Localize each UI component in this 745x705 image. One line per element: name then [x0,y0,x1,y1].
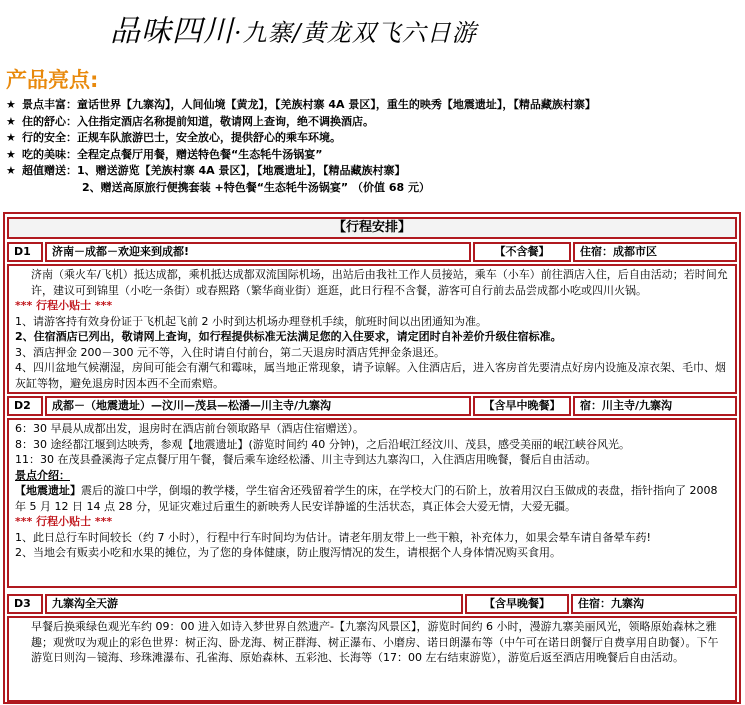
itinerary-table [3,212,741,704]
tip-item: 3、酒店押金 200－300 元不等，入住时请自付前台，第二天退房时酒店凭押金条退还。 [15,345,445,359]
intro-text: 【地震遗址】震后的漩口中学，倒塌的教学楼，学生宿舍还残留着学生的床，在学校大门的石阶上，放着用汉白玉做成的表盘，指针指向了 2008 年 5 月 12 日 14 点 28 分，见证灾难过后重生的新映秀人民安详静谧的生活状态，真正体会大爱无情，大爱无疆。 [15,484,718,513]
star-icon: ★ [6,147,16,161]
tip-item: 1、此日总行车时间较长（约 7 小时），行程中行车时间均为估计。请老年朋友带上一些干粮，补充体力，如果会晕车请自备晕车药! [15,530,651,544]
day-detail [7,264,737,394]
tips-label: *** 行程小贴士 *** [15,515,113,528]
day-label: D2 [7,396,43,416]
highlight-item: ★ 住的舒心：入住指定酒店名称提前知道，敬请网上查询，绝不调换酒店。 [6,114,596,131]
star-icon: ★ [6,164,16,177]
highlight-item: ★ 超值赠送：1、赠送游览【羌族村寨 4A 景区】，【地震遗址】，【精品藏族村寨】 [6,163,596,180]
day-label: D3 [7,594,43,614]
day-header-row [7,242,737,262]
tips-label: *** 行程小贴士 *** [15,299,113,312]
day-meal: 【含早晚餐】 [465,594,569,614]
highlights-list [6,97,596,196]
day-label: D1 [7,242,43,262]
day-description: 济南（乘火车/飞机）抵达成都，乘机抵达成都双流国际机场，出站后由我社工作人员接站，乘车（小车）前往酒店入住，后自由活动；若时间允许，建议可到锦里（小吃一条街）或春熙路（繁华商业街）逛逛，此日行程不含餐，游客可自行前去品尝成都小吃或四川火锅。 [31,268,728,297]
schedule-item: 8：30 途经都江堰到达映秀，参观【地震遗址】(游览时间约 40 分钟)，之后沿岷江经汶川、茂县，感受美丽的岷江峡谷风光。 [15,437,631,451]
day-description: 早餐后换乘绿色观光车约 09：00 进入如诗入梦世界自然遗产-【九寨沟风景区】，游览时间约 6 小时，漫游九寨美丽风光，领略原始森林之雅趣；观赏叹为观止的彩色世界：树正沟、卧龙海、树正群海、树正瀑布、小磨房、诺日朗瀑布等（中午可在诺日朗餐厅自费享用自助餐）。下午游览日则沟－镜海、珍珠滩瀑布、孔雀海、原始森林、五彩池、长海等（17：00 左右结束游览），游览后返至酒店用晚餐后自由活动。 [31,620,719,664]
highlight-item: ★ 景点丰富：童话世界【九寨沟】，人间仙境【黄龙】，【羌族村寨 4A 景区】，重生的映秀【地震遗址】，【精品藏族村寨】 [6,97,596,114]
itinerary-heading: 【行程安排】 [7,217,737,239]
schedule-item: 6：30 早晨从成都出发，退房时在酒店前台领取路早（酒店住宿赠送）。 [15,422,364,435]
day-route: 济南－成都－欢迎来到成都! [45,242,471,262]
highlights-heading: 产品亮点: [6,68,99,92]
highlight-item: ★ 吃的美味：全程定点餐厅用餐，赠送特色餐“生态牦牛汤锅宴” [6,147,596,164]
highlight-item: ★ 行的安全：正规车队旅游巴士，安全放心，提供舒心的乘车环境。 [6,130,596,147]
day-header-row [7,594,737,614]
schedule-item: 11：30 在茂县叠溪海子定点餐厅用午餐，餐后乘车途经松潘、川主寺到达九寨沟口，入住酒店用晚餐，餐后自由活动。 [15,453,597,466]
tip-item: 2、当地会有贩卖小吃和水果的摊位，为了您的身体健康，防止腹泻情况的发生，请根据个人身体情况购买食用。 [15,546,561,559]
day-header-row [7,396,737,416]
day-stay: 住宿：九寨沟 [571,594,737,614]
highlight-item-extra: 2、赠送高原旅行便携套装 +特色餐“生态牦牛汤锅宴” （价值 68 元） [82,180,430,194]
star-icon: ★ [6,98,16,111]
tip-item: 1、请游客持有效身份证于飞机起飞前 2 小时到达机场办理登机手续，航班时间以出团通知为准。 [15,314,487,328]
day-stay: 住宿：成都市区 [573,242,737,262]
tip-item: 4、四川盆地气候潮湿，房间可能会有潮气和霉味，属当地正常现象，请予谅解。入住酒店后，进入客房首先要清点好房内设施及凉衣架、毛巾、烟灰缸等物，避免退房时因本西不全而索赔。 [15,361,726,390]
star-icon: ★ [6,114,16,128]
star-icon: ★ [6,131,16,144]
tip-item: 2、住宿酒店已列出，敬请网上查询，如行程提供标准无法满足您的入住要求，请定团时自补差价升级住宿标准。 [15,330,562,343]
day-route: 成都－（地震遗址）—汶川—茂县—松潘—川主寺/九寨沟 [45,396,471,416]
intro-label: 景点介绍： [15,468,70,482]
day-detail [7,616,737,702]
page-title: 品味四川·九寨/黄龙双飞六日游 [110,14,477,49]
day-meal: 【含早中晚餐】 [473,396,571,416]
day-meal: 【不含餐】 [473,242,571,262]
day-route: 九寨沟全天游 [45,594,463,614]
day-stay: 宿：川主寺/九寨沟 [573,396,737,416]
day-detail [7,418,737,588]
